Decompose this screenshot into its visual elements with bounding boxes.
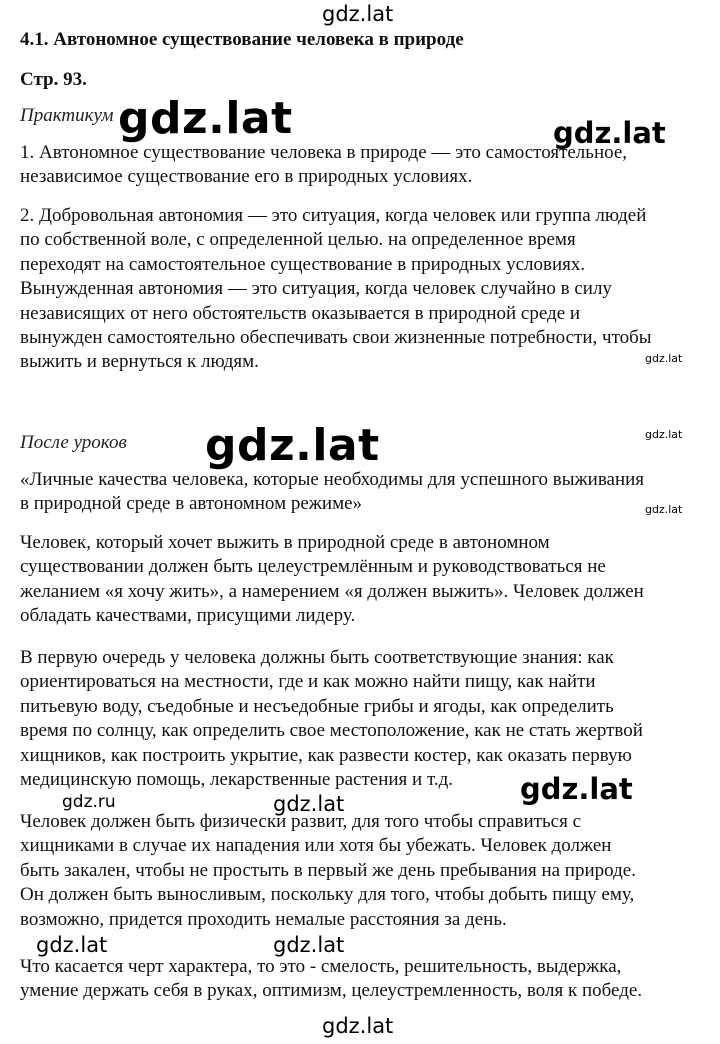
text-line: Человек, который хочет выжить в природной среде в автономном bbox=[20, 532, 550, 553]
section-title-after-lessons: После уроков bbox=[20, 432, 127, 453]
section-title-practicum: Практикум bbox=[20, 105, 114, 126]
text-line: Он должен быть выносливым, поскольку для того, чтобы добыть пищу ему, bbox=[20, 884, 635, 906]
paragraph-2 bbox=[20, 204, 710, 375]
text-line: медицинскую помощь, лекарственные растения и т.д. bbox=[20, 768, 454, 790]
text-line: вынужден самостоятельно обеспечивать свои жизненные потребности, чтобы bbox=[20, 326, 652, 348]
paragraph-3 bbox=[20, 468, 710, 517]
text-line: время по солнцу, как определить свое местоположение, как не стать жертвой bbox=[20, 720, 643, 742]
text-line: быть закален, чтобы не простыть в первый же день пребывания на природе. bbox=[20, 859, 636, 881]
heading: 4.1. Автономное существование человека в природе bbox=[20, 29, 464, 50]
text-line: в природной среде в автономном режиме» bbox=[20, 493, 363, 515]
text-line: существовании должен быть целеустремлённым и руководствоваться не bbox=[20, 556, 606, 578]
watermark: gdz.lat bbox=[322, 1014, 394, 1038]
watermark: gdz.lat bbox=[645, 352, 683, 365]
watermark: gdz.lat bbox=[645, 503, 683, 516]
watermark: gdz.lat bbox=[520, 772, 633, 806]
text-line: по собственной воле, с определенной целью. на определенное время bbox=[20, 229, 576, 251]
watermark: gdz.lat bbox=[273, 933, 345, 957]
text-line: обладать качествами, присущими лидеру. bbox=[20, 605, 356, 627]
text-line: хищников, как построить укрытие, как развести костер, как оказать первую bbox=[20, 744, 632, 766]
paragraph-7 bbox=[20, 955, 710, 1004]
watermark: gdz.lat bbox=[645, 428, 683, 441]
watermark: gdz.lat bbox=[322, 2, 394, 26]
text-line: хищниками в случае их нападения или хотя бы убежать. Человек должен bbox=[20, 835, 612, 857]
page-reference: Стр. 93. bbox=[20, 69, 87, 90]
paragraph-6 bbox=[20, 810, 710, 932]
text-line: желанием «я хочу жить», а намерением «я должен выжить». Человек должен bbox=[20, 580, 644, 602]
watermark: gdz.lat bbox=[118, 93, 293, 144]
text-line: независящих от него обстоятельств оказывается в природной среде и bbox=[20, 302, 581, 324]
watermark: gdz.lat bbox=[553, 116, 666, 150]
text-line: ориентироваться на местности, где и как можно найти пищу, как найти bbox=[20, 671, 596, 693]
text-line: 1. Автономное существование человека в природе — это самостоятельное, bbox=[20, 142, 628, 163]
watermark: gdz.lat bbox=[205, 420, 380, 471]
text-line: Вынужденная автономия — это ситуация, когда человек случайно в силу bbox=[20, 278, 612, 300]
text-line: Человек должен быть физически развит, для того чтобы справиться с bbox=[20, 811, 582, 832]
watermark: gdz.ru bbox=[62, 792, 116, 812]
text-line: 2. Добровольная автономия — это ситуация, когда человек или группа людей bbox=[20, 205, 647, 226]
text-line: переходят на самостоятельное существование в природных условиях. bbox=[20, 253, 586, 275]
text-line: выжить и вернуться к людям. bbox=[20, 351, 259, 373]
watermark: gdz.lat bbox=[36, 933, 108, 957]
text-line: питьевую воду, съедобные и несъедобные грибы и ягоды, как определить bbox=[20, 695, 614, 717]
text-line: умение держать себя в руках, оптимизм, целеустремленность, воля к победе. bbox=[20, 980, 643, 1002]
text-line: независимое существование его в природных условиях. bbox=[20, 166, 473, 188]
text-line: В первую очередь у человека должны быть соответствующие знания: как bbox=[20, 647, 614, 668]
text-line: возможно, придется проходить немалые расстояния за день. bbox=[20, 908, 507, 930]
paragraph-5 bbox=[20, 646, 710, 792]
text-line: «Личные качества человека, которые необходимы для успешного выживания bbox=[20, 469, 645, 490]
text-line: Что касается черт характера, то это - смелость, решительность, выдержка, bbox=[20, 956, 622, 977]
watermark: gdz.lat bbox=[273, 792, 345, 816]
paragraph-4 bbox=[20, 531, 710, 629]
